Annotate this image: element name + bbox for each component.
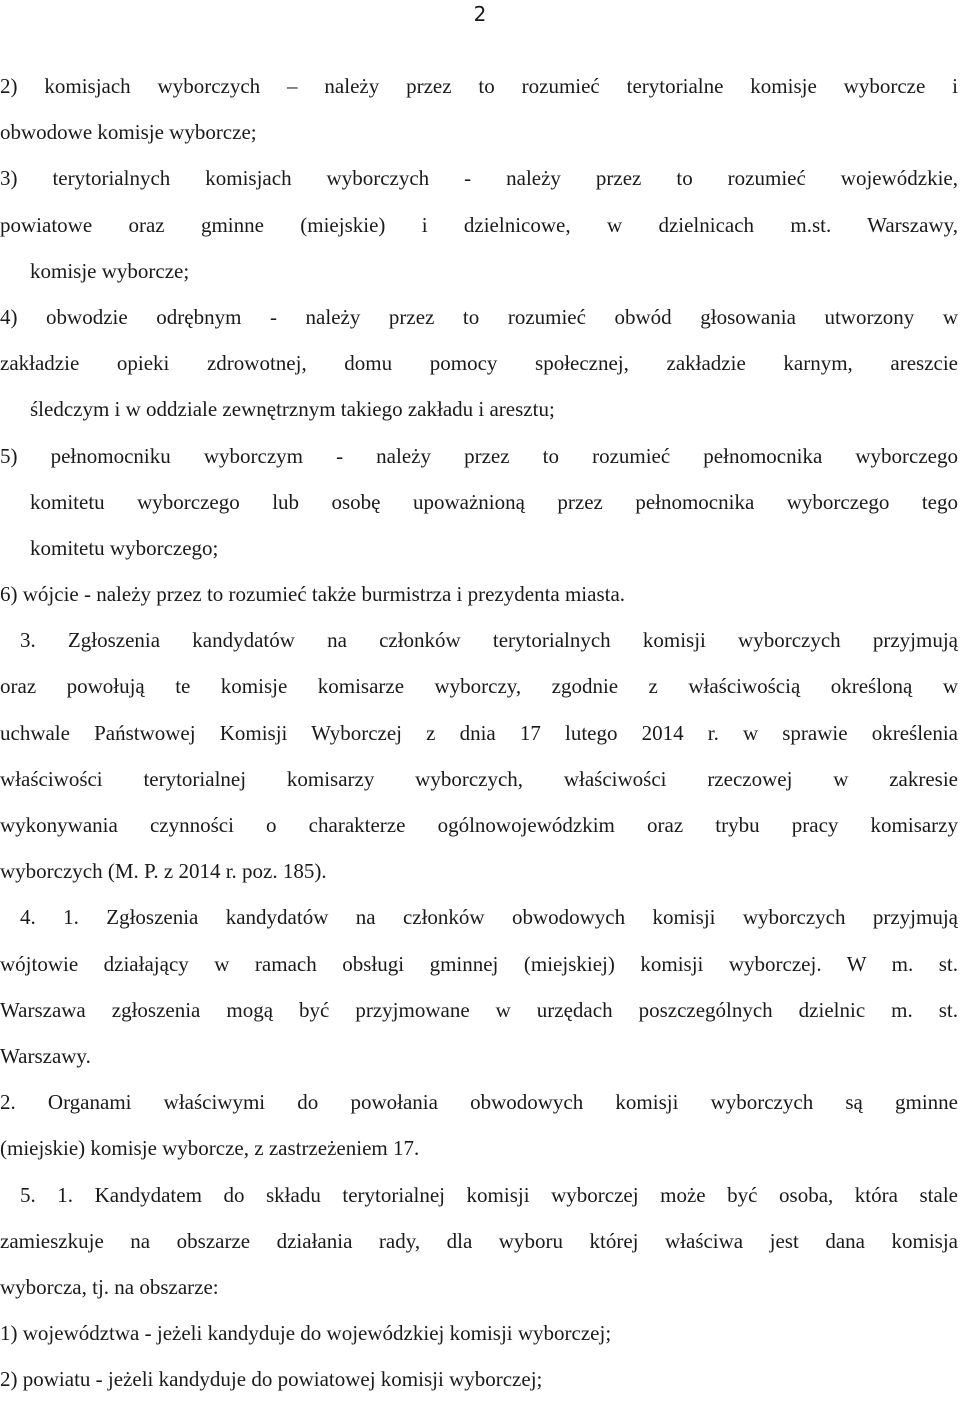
line-paragraph-3f: wyborczych (M. P. z 2014 r. poz. 185).: [0, 859, 327, 884]
line-definition-3b: powiatowe oraz gminne (miejskie) i dzielnicowe, w dzielnicach m.st. Warszawy,: [0, 212, 958, 237]
line-paragraph-3e: wykonywania czynności o charakterze ogólnowojewódzkim oraz trybu pracy komisarzy: [0, 813, 958, 837]
line-paragraph-3a: 3. Zgłoszenia kandydatów na członków terytorialnych komisji wyborczych przyjmują: [20, 628, 958, 653]
line-definition-5a: 5) pełnomocniku wyborczym - należy przez to rozumieć pełnomocnika wyborczego: [0, 443, 958, 468]
line-definition-3c: komisje wyborcze;: [30, 258, 190, 283]
line-paragraph-4-2b: (miejskie) komisje wyborcze, z zastrzeżeniem 17.: [0, 1136, 420, 1161]
line-paragraph-3b: oraz powołują te komisje komisarze wyborczy, zgodnie z właściwością określoną w: [0, 674, 958, 699]
line-definition-5b: komitetu wyborczego lub osobę upoważnioną przez pełnomocnika wyborczego tego: [30, 489, 958, 514]
line-definition-3a: 3) terytorialnych komisjach wyborczych - należy przez to rozumieć wojewódzkie,: [0, 166, 958, 191]
line-paragraph-3d: właściwości terytorialnej komisarzy wyborczych, właściwości rzeczowej w zakresie: [0, 766, 958, 791]
line-paragraph-5-1c: wyborcza, tj. na obszarze:: [0, 1274, 219, 1299]
line-paragraph-4-1a: 4. 1. Zgłoszenia kandydatów na członków obwodowych komisji wyborczych przyjmują: [20, 905, 958, 930]
line-paragraph-4-2a: 2. Organami właściwymi do powołania obwodowych komisji wyborczych są gminne: [0, 1090, 958, 1115]
line-definition-4b: zakładzie opieki zdrowotnej, domu pomocy społecznej, zakładzie karnym, areszcie: [0, 351, 958, 376]
line-definition-6: 6) wójcie - należy przez to rozumieć także burmistrza i prezydenta miasta.: [0, 582, 626, 607]
line-definition-4c: śledczym i w oddziale zewnętrznym takiego zakładu i aresztu;: [30, 397, 555, 422]
line-paragraph-5-1b: zamieszkuje na obszarze działania rady, dla wyboru której właściwa jest dana komisja: [0, 1228, 958, 1253]
line-definition-2b: obwodowe komisje wyborcze;: [0, 120, 257, 145]
line-list-item-1: 1) województwa - jeżeli kandyduje do wojewódzkiej komisji wyborczej;: [0, 1321, 612, 1346]
line-paragraph-5-1a: 5. 1. Kandydatem do składu terytorialnej komisji wyborczej może być osoba, która stale: [20, 1182, 958, 1207]
line-paragraph-3c: uchwale Państwowej Komisji Wyborczej z dnia 17 lutego 2014 r. w sprawie określenia: [0, 720, 958, 745]
document-body: [0, 63, 958, 1402]
line-definition-4a: 4) obwodzie odrębnym - należy przez to rozumieć obwód głosowania utworzony w: [0, 304, 958, 329]
page-number: 2: [473, 2, 487, 26]
line-paragraph-4-1c: Warszawa zgłoszenia mogą być przyjmowane w urzędach poszczególnych dzielnic m. st.: [0, 997, 958, 1022]
line-definition-2a: 2) komisjach wyborczych – należy przez to rozumieć terytorialne komisje wyborcze i: [0, 74, 958, 98]
line-definition-5c: komitetu wyborczego;: [30, 535, 219, 560]
line-paragraph-4-1d: Warszawy.: [0, 1043, 91, 1068]
line-list-item-2: 2) powiatu - jeżeli kandyduje do powiatowej komisji wyborczej;: [0, 1367, 543, 1392]
line-paragraph-4-1b: wójtowie działający w ramach obsługi gminnej (miejskiej) komisji wyborczej. W m. st.: [0, 951, 958, 976]
